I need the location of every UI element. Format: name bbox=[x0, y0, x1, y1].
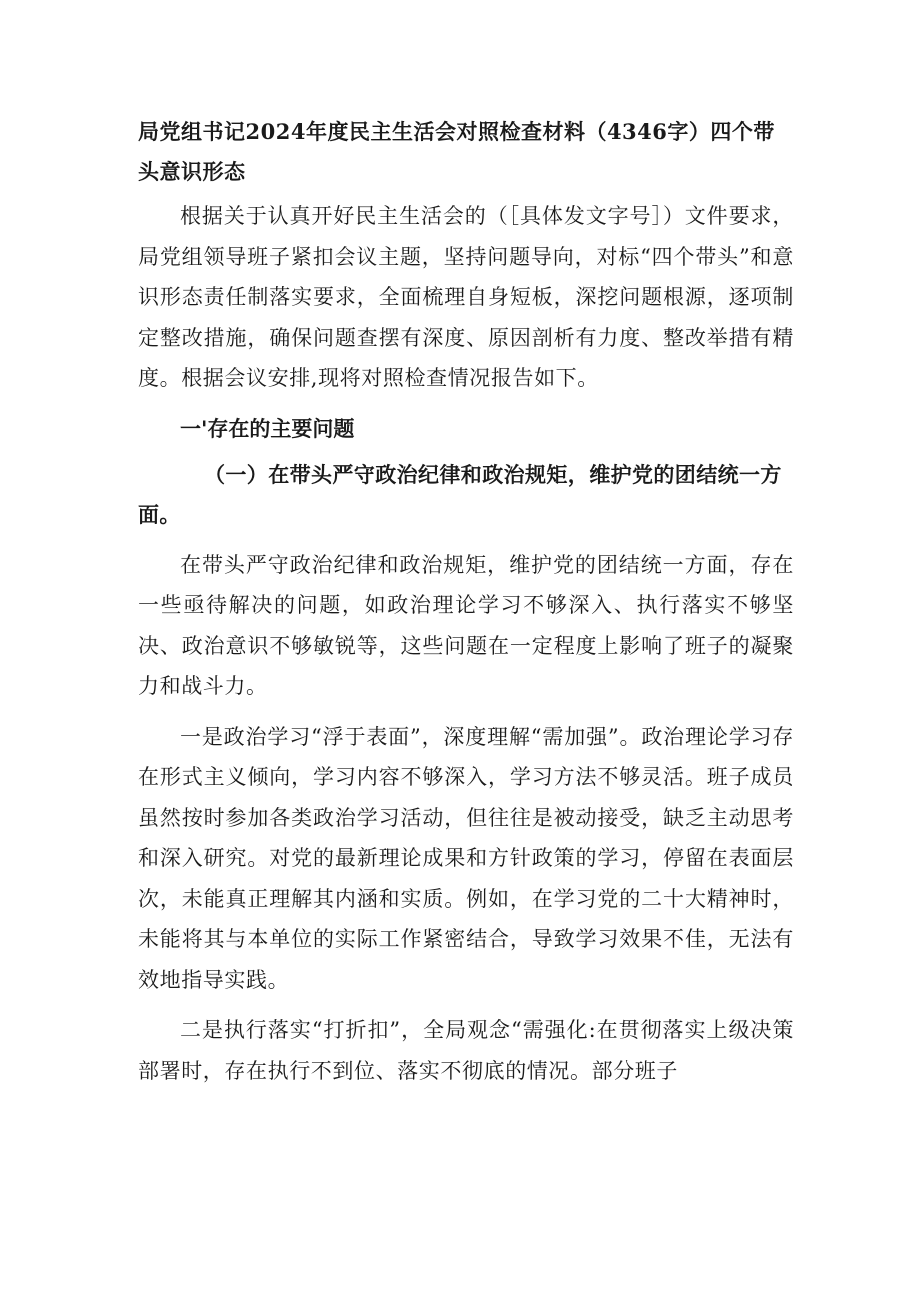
section-heading: 一'存在的主要问题 bbox=[180, 415, 355, 441]
subsection-heading: （一）在带头严守政治纪律和政治规矩，维护党的团结统一方面。 bbox=[138, 461, 782, 527]
point-two-paragraph: 二是执行落实“打折扣”，全局观念“需强化:在贯彻落实上级决策部署时，存在执行不到位、落实不彻底的情况。部分班子 bbox=[138, 1018, 794, 1083]
document-page bbox=[138, 112, 794, 1101]
document-title: 局党组书记2024年度民主生活会对照检查材料（4346字）四个带头意识形态 bbox=[138, 119, 775, 184]
intro-paragraph: 根据关于认真开好民主生活会的（［具体发文字号］）文件要求，局党组领导班子紧扣会议主题，坚持问题导向，对标“四个带头”和意识形态责任制落实要求，全面梳理自身短板，深挖问题根源，逐项制定整改措施，确保问题查摆有深度、原因剖析有力度、整改举措有精度。根据会议安排,现将对照检查情况报告如下。 bbox=[138, 204, 794, 390]
subsection-summary-paragraph: 在带头严守政治纪律和政治规矩，维护党的团结统一方面，存在一些亟待解决的问题，如政治理论学习不够深入、执行落实不够坚决、政治意识不够敏锐等，这些问题在一定程度上影响了班子的凝聚力和战斗力。 bbox=[138, 552, 794, 698]
point-one-paragraph: 一是政治学习“浮于表面”，深度理解“需加强”。政治理论学习存在形式主义倾向，学习内容不够深入，学习方法不够灵活。班子成员虽然按时参加各类政治学习活动，但往往是被动接受，缺乏主动思考和深入研究。对党的最新理论成果和方针政策的学习，停留在表面层次，未能真正理解其内涵和实质。例如，在学习党的二十大精神时，未能将其与本单位的实际工作紧密结合，导致学习效果不佳，无法有效地指导实践。 bbox=[138, 724, 794, 992]
